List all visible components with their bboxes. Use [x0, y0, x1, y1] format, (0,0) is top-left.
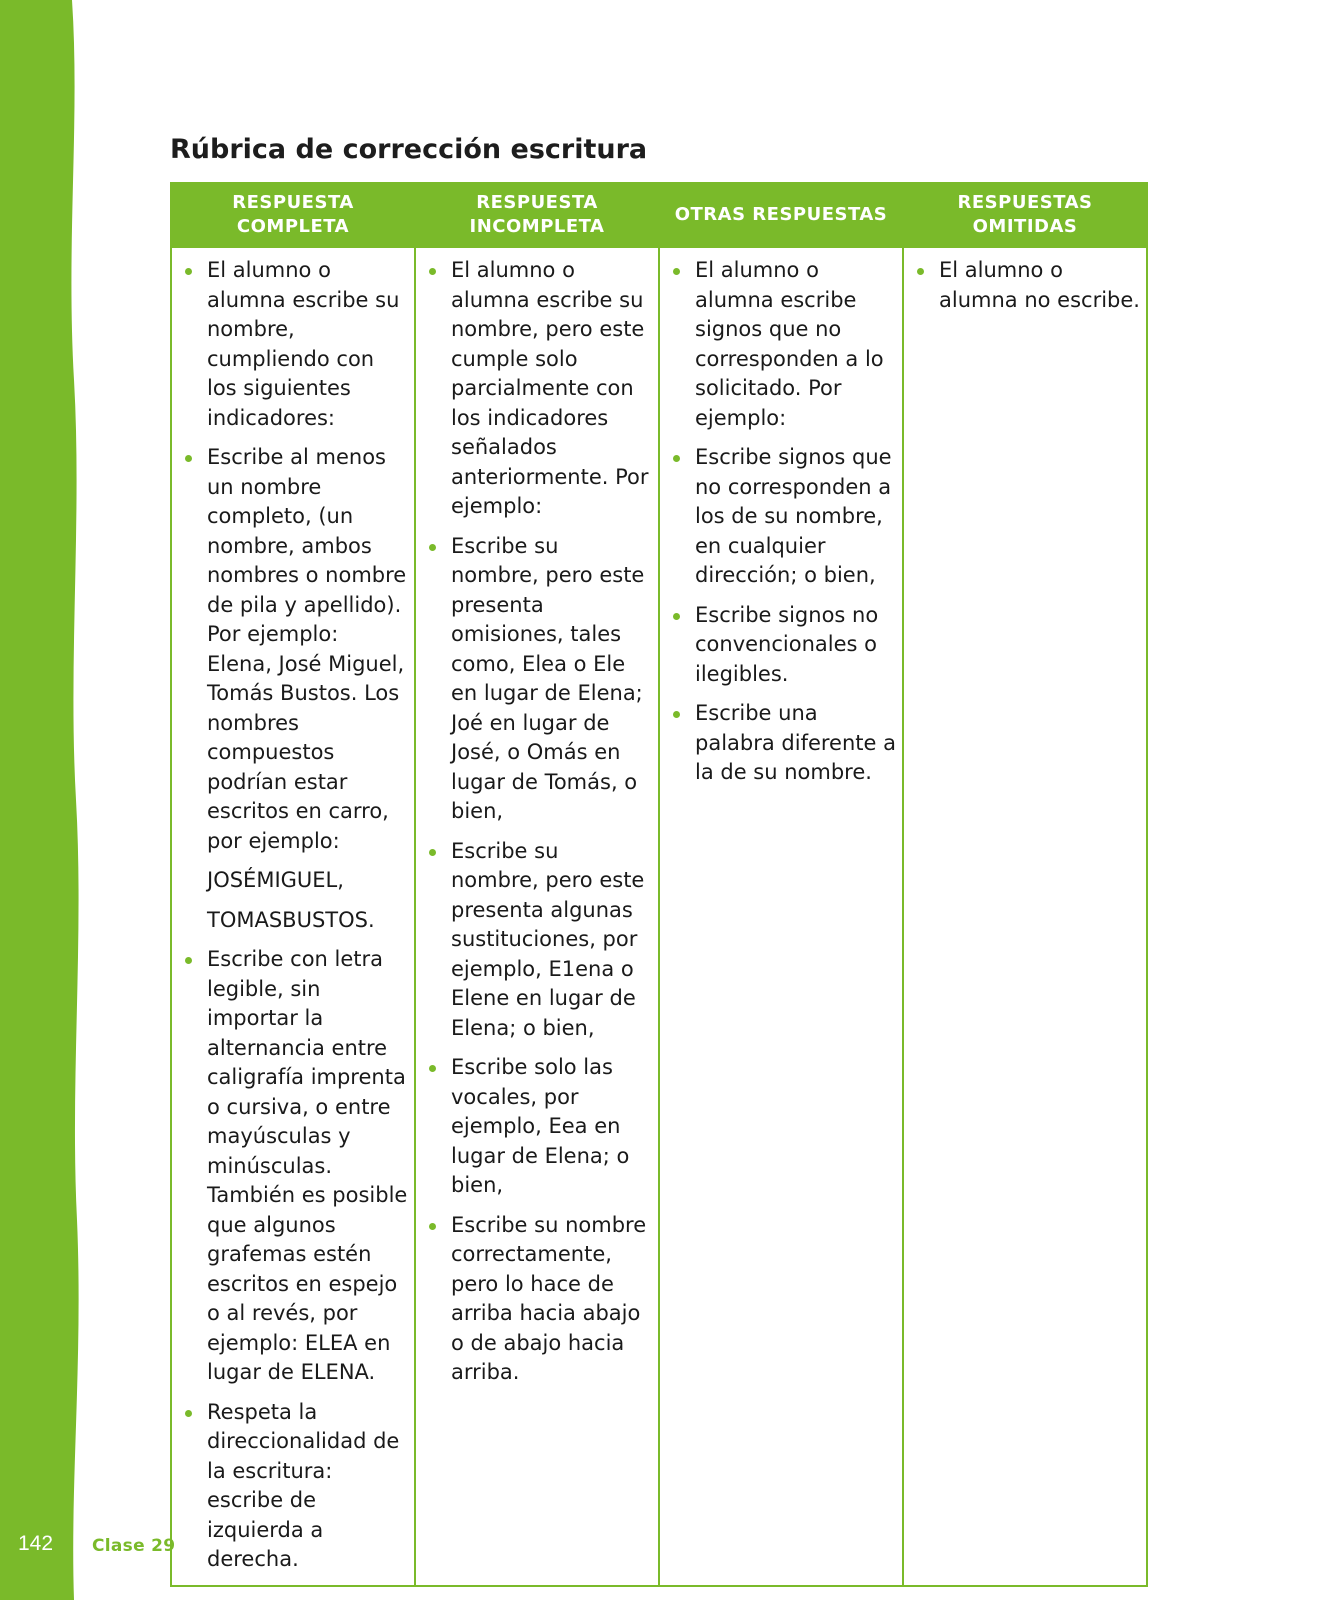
bullet-item: Escribe su nombre correctamente, pero lo hace de arriba hacia abajo o de abajo hacia arriba. [428, 1211, 652, 1388]
green-side-band [0, 0, 80, 1600]
bullet-item: Escribe signos no convencionales o ilegibles. [672, 601, 896, 690]
page-number: 142 [18, 1532, 54, 1555]
cell-complete [171, 247, 415, 1586]
content-row [171, 247, 1147, 1586]
header-row [171, 183, 1147, 247]
bullet-item: El alumno o alumna escribe su nombre, cumpliendo con los siguientes indicadores: [184, 256, 408, 433]
bullet-item: Escribe signos que no corresponden a los de su nombre, en cualquier dirección; o bien, [672, 443, 896, 591]
cell-incomplete [415, 247, 659, 1586]
header-complete: RESPUESTA COMPLETA [171, 183, 415, 247]
bullet-item: El alumno o alumna no escribe. [916, 256, 1140, 315]
bullet-item: El alumno o alumna escribe signos que no corresponden a lo solicitado. Por ejemplo: [672, 256, 896, 433]
bullet-list [428, 256, 652, 1388]
bullet-list [672, 256, 896, 788]
class-label: Clase 29 [92, 1536, 176, 1556]
bullet-item: Escribe solo las vocales, por ejemplo, Eea en lugar de Elena; o bien, [428, 1053, 652, 1201]
bullet-item: Respeta la direccionalidad de la escritura: escribe de izquierda a derecha. [184, 1398, 408, 1575]
cell-other [659, 247, 903, 1586]
example-name: JOSÉMIGUEL, [207, 868, 344, 892]
bullet-item: Escribe con letra legible, sin importar la alternancia entre caligrafía imprenta o cursiva, o entre mayúsculas y minúsculas. También es posible que algunos grafemas estén escritos en espejo o al revés, por ejemplo: ELEA en lugar de ELENA. [184, 945, 408, 1388]
header-other: OTRAS RESPUESTAS [659, 183, 903, 247]
rubric-table [170, 182, 1148, 1587]
page-title: Rúbrica de corrección escritura [170, 134, 648, 165]
bullet-list [916, 256, 1140, 315]
bullet-item: El alumno o alumna escribe su nombre, pero este cumple solo parcialmente con los indicadores señalados anteriormente. Por ejemplo: [428, 256, 652, 522]
example-name: TOMASBUSTOS. [207, 907, 375, 932]
cell-omitted [903, 247, 1147, 1586]
bullet-item: Escribe una palabra diferente a la de su nombre. [672, 699, 896, 788]
bullet-item [184, 443, 408, 935]
bullet-text: Escribe al menos un nombre completo, (un nombre, ambos nombres o nombre de pila y apellido). Por ejemplo: Elena, José Miguel, Tomás Bustos. Los nombres compuestos podrían estar escritos en carro, por ejemplo: [207, 445, 407, 853]
bullet-item: Escribe su nombre, pero este presenta omisiones, tales como, Elea o Ele en lugar de Elena; Joé en lugar de José, o Omás en lugar de Tomás, o bien, [428, 532, 652, 827]
header-incomplete: RESPUESTA INCOMPLETA [415, 183, 659, 247]
header-omitted: RESPUESTAS OMITIDAS [903, 183, 1147, 247]
bullet-item: Escribe su nombre, pero este presenta algunas sustituciones, por ejemplo, E1ena o Elene en lugar de Elena; o bien, [428, 837, 652, 1044]
bullet-list [184, 256, 408, 1575]
